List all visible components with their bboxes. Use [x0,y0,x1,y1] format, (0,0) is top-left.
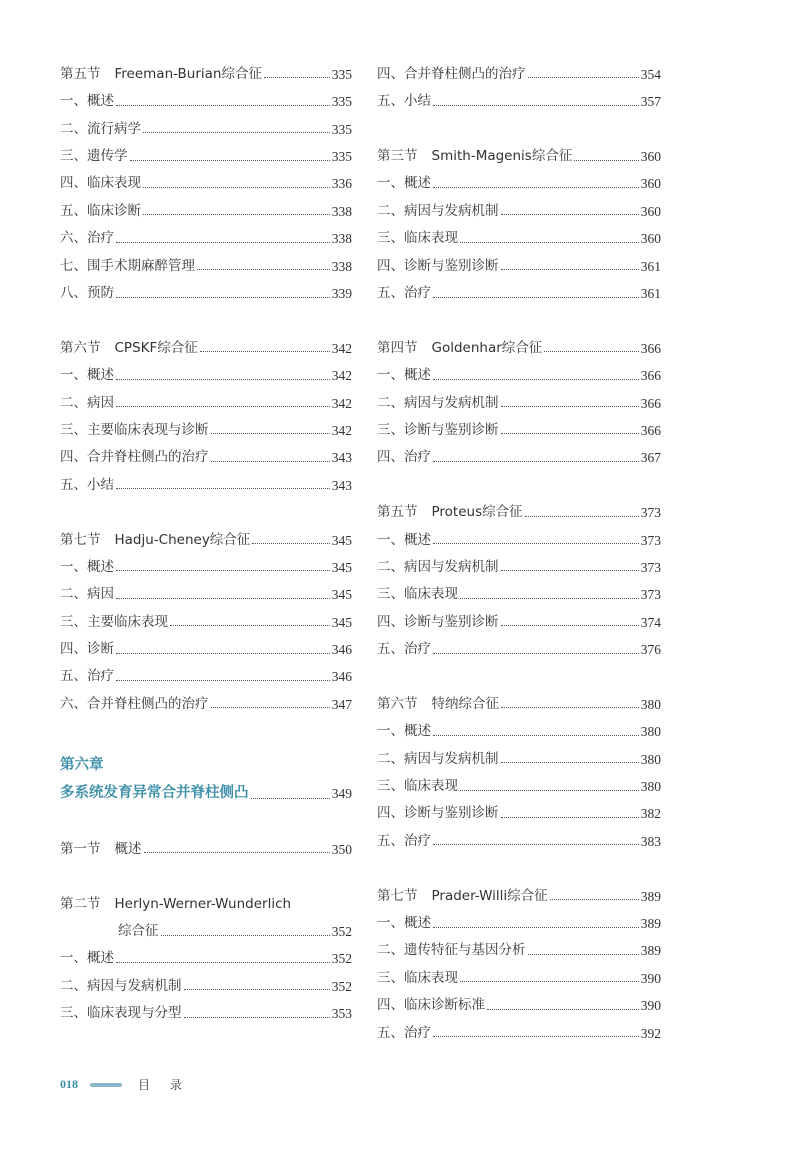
page-number: 380 [640,724,661,740]
page-number: 366 [640,340,661,356]
toc-group [60,520,352,712]
section-title: Prader-Willi综合征 [431,887,548,904]
toc-entry-row[interactable] [377,931,661,958]
leader-dots [433,461,639,462]
leader-dots [251,798,330,799]
toc-entry-row[interactable] [60,437,352,464]
toc-entry-row[interactable] [60,602,352,629]
leader-dots [116,242,330,243]
leader-dots [184,1017,330,1018]
section-title: 特纳综合征 [431,695,499,712]
toc-section-row[interactable] [377,136,661,163]
entry-title: 五、小结 [377,93,431,110]
toc-entry-row[interactable] [377,629,661,656]
entry-title: 三、主要临床表现 [60,613,168,630]
leader-dots [487,1009,639,1010]
page-number: 360 [640,149,661,165]
page-number: 338 [331,203,352,219]
section-title: Hadju-Cheney综合征 [114,531,251,548]
leader-dots [501,625,639,626]
toc-entry-row[interactable] [60,273,352,300]
leader-dots [528,954,639,955]
entry-title: 三、遗传学 [60,148,128,165]
toc-entry-row[interactable] [60,657,352,684]
page-number: 380 [640,696,661,712]
chapter-title-row[interactable] [60,774,352,801]
toc-entry-row[interactable] [60,355,352,382]
leader-dots [116,406,330,407]
section-title: Herlyn-Werner-Wunderlich [114,895,292,912]
entry-title: 一、概述 [60,558,114,575]
toc-entry-row[interactable] [377,1013,661,1040]
entry-title: 二、病因与发病机制 [60,977,182,994]
page-number: 335 [331,149,352,165]
toc-entry-row[interactable] [377,547,661,574]
page-number: 376 [640,642,661,658]
toc-group [377,54,661,109]
page-number: 373 [640,587,661,603]
entry-title: 二、病因与发病机制 [377,394,499,411]
leader-dots [161,935,330,936]
toc-section-row[interactable] [60,884,352,911]
chapter-label: 第六章 [60,757,104,774]
toc-section-row[interactable] [377,684,661,711]
entry-title: 四、合并脊柱侧凸的治疗 [377,65,526,82]
toc-section-row[interactable] [60,829,352,856]
section-number: 第一节 [60,840,101,857]
section-title: 概述 [114,840,142,857]
entry-title: 五、小结 [60,476,114,493]
toc-section-row[interactable] [377,876,661,903]
toc-group [377,328,661,465]
leader-dots [116,653,330,654]
page-number: 336 [331,176,352,192]
page-number: 360 [640,231,661,247]
page-number: 357 [640,94,661,110]
leader-dots [264,77,330,78]
section-number: 第五节 [377,504,418,521]
leader-dots [550,899,639,900]
entry-title: 四、诊断与鉴别诊断 [377,613,499,630]
entry-title: 四、临床表现 [60,175,141,192]
section-number: 第四节 [377,339,418,356]
toc-entry-row[interactable] [377,355,661,382]
entry-title: 三、临床表现 [377,230,458,247]
toc-section-row[interactable] [377,328,661,355]
entry-title: 二、病因 [60,586,114,603]
leader-dots [574,160,638,161]
toc-entry-row[interactable] [377,903,661,930]
section-title: Proteus综合征 [431,504,523,521]
leader-dots [525,516,639,517]
leader-dots [460,242,639,243]
toc-entry-row[interactable] [60,136,352,163]
leader-dots [460,790,639,791]
leader-dots [501,707,639,708]
toc-right-column [377,54,661,1040]
toc-entry-row[interactable] [60,465,352,492]
leader-dots [433,927,639,928]
leader-dots [433,543,639,544]
toc-group [377,684,661,848]
toc-entry-row[interactable] [377,437,661,464]
entry-title: 二、病因 [60,394,114,411]
leader-dots [433,187,639,188]
toc-entry-row[interactable] [60,81,352,108]
entry-title: 四、诊断 [60,641,114,658]
leader-dots [143,187,330,188]
page-number: 361 [640,286,661,302]
page-number: 382 [640,806,661,822]
page-number: 342 [331,368,352,384]
toc-entry-row[interactable] [377,81,661,108]
page-number: 350 [331,841,352,857]
section-number: 第二节 [60,895,101,912]
leader-dots [211,707,330,708]
leader-dots [433,379,639,380]
leader-dots [116,105,330,106]
toc-entry-row[interactable] [60,109,352,136]
leader-dots [544,351,638,352]
leader-dots [460,981,639,982]
leader-dots [501,406,639,407]
page-number: 346 [331,669,352,685]
toc-section-row[interactable] [377,492,661,519]
section-number: 第六节 [377,695,418,712]
page-number: 342 [331,422,352,438]
leader-dots [197,269,330,270]
entry-title: 四、治疗 [377,449,431,466]
page-number: 360 [640,176,661,192]
leader-dots [143,214,330,215]
leader-dots [433,735,639,736]
page-number: 345 [331,614,352,630]
toc-group [377,492,661,656]
leader-dots [144,852,330,853]
toc-left-column [60,54,352,1021]
page-number: 361 [640,258,661,274]
section-number: 第六节 [60,339,101,356]
entry-title: 一、概述 [60,367,114,384]
leader-dots [501,762,639,763]
toc-entry-row[interactable] [60,246,352,273]
entry-title: 五、治疗 [377,1024,431,1041]
leader-dots [116,379,330,380]
toc-group [60,939,352,1021]
leader-dots [252,543,329,544]
page-number: 389 [640,943,661,959]
page-number: 352 [331,951,352,967]
page-number: 373 [640,559,661,575]
toc-entry-row[interactable] [377,821,661,848]
entry-title: 五、治疗 [377,641,431,658]
entry-title: 七、围手术期麻醉管理 [60,257,195,274]
chapter-title: 多系统发育异常合并脊柱侧凸 [60,784,249,801]
footer-decorative-bar [90,1083,122,1087]
toc-section-row[interactable] [60,520,352,547]
section-title-continued: 综合征 [118,923,159,939]
entry-title: 一、概述 [377,915,431,931]
page-number: 380 [640,779,661,795]
page-number: 352 [331,924,352,939]
page-number: 354 [640,66,661,82]
entry-title: 一、概述 [377,367,431,384]
leader-dots [528,77,639,78]
toc-entry-row[interactable] [377,766,661,793]
toc-entry-row[interactable] [60,218,352,245]
toc-entry-row[interactable] [60,629,352,656]
entry-title: 二、遗传特征与基因分析 [377,942,526,959]
page-number: 390 [640,998,661,1014]
entry-title: 四、临床诊断标准 [377,997,485,1014]
page-number: 392 [640,1025,661,1041]
section-title: Freeman-Burian综合征 [114,65,262,82]
entry-title: 五、治疗 [377,832,431,849]
leader-dots [116,297,330,298]
leader-dots [433,653,639,654]
page-number: 374 [640,614,661,630]
page-number: 347 [331,696,352,712]
leader-dots [433,1036,639,1037]
page-number: 338 [331,258,352,274]
leader-dots [501,570,639,571]
toc-entry-row[interactable] [377,273,661,300]
entry-title: 二、病因与发病机制 [377,202,499,219]
leader-dots [433,105,639,106]
toc-section-row[interactable] [60,328,352,355]
entry-title: 一、概述 [377,723,431,740]
toc-entry-row[interactable] [377,739,661,766]
leader-dots [116,488,330,489]
page-number: 367 [640,450,661,466]
toc-entry-row[interactable] [377,191,661,218]
entry-title: 一、概述 [377,531,431,548]
page-number: 345 [331,532,352,548]
toc-entry-row[interactable] [377,958,661,985]
entry-title: 二、病因与发病机制 [377,558,499,575]
toc-entry-row[interactable] [377,410,661,437]
leader-dots [501,214,639,215]
entry-title: 五、临床诊断 [60,202,141,219]
page-number: 343 [331,450,352,466]
leader-dots [130,160,330,161]
toc-entry-row[interactable] [60,164,352,191]
footer-title: 目 录 [138,1078,190,1092]
footer-page-number: 018 [60,1077,78,1091]
page-footer [60,1076,190,1093]
entry-title: 三、主要临床表现与诊断 [60,421,209,438]
page-number: 366 [640,422,661,438]
chapter-label-row[interactable] [60,747,352,774]
toc-entry-row[interactable] [60,939,352,966]
leader-dots [211,461,330,462]
toc-entry-row[interactable] [377,218,661,245]
entry-title: 三、临床表现与分型 [60,1005,182,1022]
leader-dots [116,680,330,681]
leader-dots [143,132,330,133]
toc-entry-row[interactable] [377,383,661,410]
page-number: 383 [640,833,661,849]
entry-title: 三、诊断与鉴别诊断 [377,421,499,438]
page-number: 373 [640,505,661,521]
page-number: 389 [640,888,661,904]
section-title: CPSKF综合征 [114,339,198,356]
toc-group [60,54,352,301]
page-number: 366 [640,395,661,411]
page-number: 335 [331,94,352,110]
entry-title: 二、病因与发病机制 [377,750,499,767]
entry-title: 三、临床表现 [377,778,458,795]
page-number: 346 [331,642,352,658]
toc-group [377,136,661,300]
leader-dots [184,989,330,990]
entry-title: 二、流行病学 [60,120,141,137]
leader-dots [433,844,639,845]
entry-title: 三、临床表现 [377,586,458,603]
toc-entry-row[interactable] [60,383,352,410]
toc-entry-row[interactable] [377,164,661,191]
toc-entry-row[interactable] [60,191,352,218]
toc-entry-row[interactable] [60,993,352,1020]
leader-dots [116,962,330,963]
section-title: Goldenhar综合征 [431,339,543,356]
page-number: 345 [331,587,352,603]
entry-title: 五、治疗 [60,668,114,685]
toc-entry-row[interactable] [377,794,661,821]
leader-dots [116,598,330,599]
toc-entry-row[interactable] [377,520,661,547]
page-number: 366 [640,368,661,384]
toc-entry-row[interactable] [60,574,352,601]
page-number: 335 [331,66,352,82]
toc-entry-row[interactable] [377,246,661,273]
toc-entry-row[interactable] [377,574,661,601]
entry-title: 四、诊断与鉴别诊断 [377,257,499,274]
entry-title: 八、预防 [60,285,114,302]
toc-entry-row[interactable] [60,410,352,437]
leader-dots [501,269,639,270]
leader-dots [211,433,330,434]
entry-title: 一、概述 [60,950,114,967]
page-number: 360 [640,203,661,219]
page-number: 345 [331,559,352,575]
page-number: 390 [640,970,661,986]
entry-title: 一、概述 [377,175,431,192]
toc-group [60,328,352,492]
page-number: 343 [331,477,352,493]
page-number: 373 [640,532,661,548]
entry-title: 四、合并脊柱侧凸的治疗 [60,449,209,466]
leader-dots [501,433,639,434]
page-number: 339 [331,286,352,302]
page-number: 353 [331,1006,352,1022]
entry-title: 五、治疗 [377,285,431,302]
entry-title: 三、临床表现 [377,969,458,986]
toc-group [60,829,352,856]
toc-group [377,876,661,1040]
page-number: 342 [331,340,352,356]
leader-dots [116,570,330,571]
section-number: 第七节 [60,531,101,548]
leader-dots [200,351,330,352]
section-title: Smith-Magenis综合征 [431,148,573,165]
entry-title: 六、合并脊柱侧凸的治疗 [60,695,209,712]
toc-entry-row[interactable] [377,602,661,629]
page-number: 335 [331,121,352,137]
page-number: 389 [640,916,661,931]
leader-dots [460,598,639,599]
leader-dots [433,297,639,298]
page-number: 342 [331,395,352,411]
toc-entry-row[interactable] [377,985,661,1012]
toc-entry-row[interactable] [60,966,352,993]
toc-section-row[interactable] [60,54,352,81]
toc-section-row-continued[interactable] [60,911,352,938]
page-number: 380 [640,751,661,767]
leader-dots [170,625,330,626]
page-number: 352 [331,978,352,994]
section-number: 第七节 [377,887,418,904]
entry-title: 四、诊断与鉴别诊断 [377,805,499,822]
section-number: 第五节 [60,65,101,82]
section-number: 第三节 [377,148,418,165]
chapter-page: 349 [331,785,352,801]
page-number: 338 [331,231,352,247]
toc-entry-row[interactable] [60,547,352,574]
entry-title: 六、治疗 [60,230,114,247]
leader-dots [501,817,639,818]
toc-entry-row[interactable] [377,54,661,81]
entry-title: 一、概述 [60,93,114,110]
toc-entry-row[interactable] [377,711,661,738]
toc-entry-row[interactable] [60,684,352,711]
